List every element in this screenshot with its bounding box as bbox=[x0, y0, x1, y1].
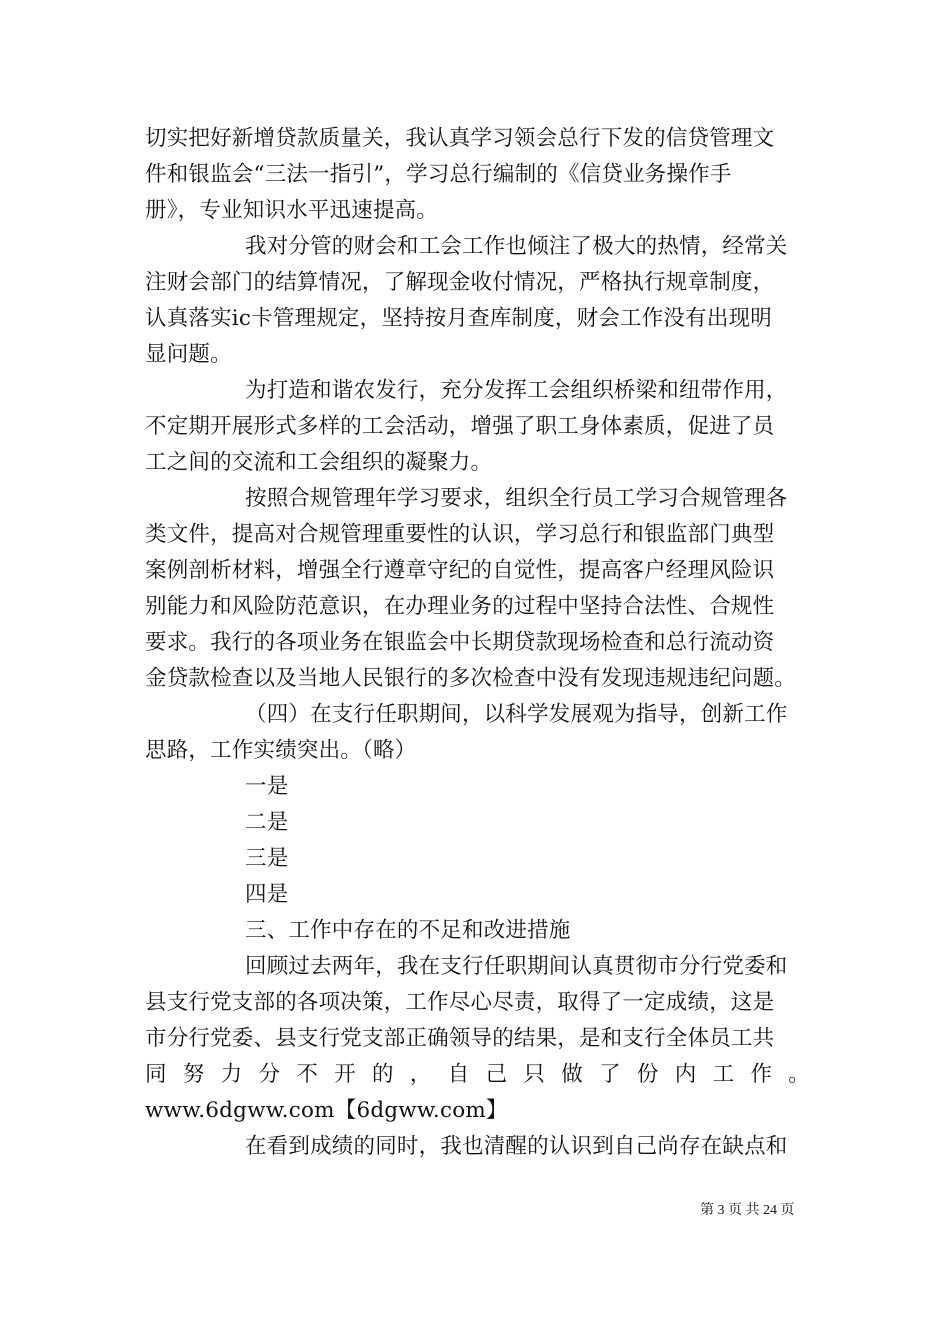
paragraph-line: 册》，专业知识水平迅速提高。 bbox=[145, 198, 439, 223]
paragraph-line: 切实把好新增贷款质量关，我认真学习领会总行下发的信贷管理文 bbox=[145, 126, 775, 151]
paragraph-line: 注财会部门的结算情况，了解现金收付情况，严格执行规章制度， bbox=[145, 270, 775, 295]
paragraph-line: 县支行党支部的各项决策，工作尽心尽责，取得了一定成绩，这是 bbox=[145, 990, 775, 1015]
section-heading: 三、工作中存在的不足和改进措施 bbox=[245, 918, 571, 943]
paragraph-line: 别能力和风险防范意识，在办理业务的过程中坚持合法性、合规性 bbox=[145, 594, 775, 619]
paragraph-line: 件和银监会“三法一指引”，学习总行编制的《信贷业务操作手 bbox=[145, 162, 732, 187]
list-item: 一是 bbox=[245, 774, 289, 799]
list-item: 四是 bbox=[245, 882, 289, 907]
page-number: 第 3 页 共 24 页 bbox=[700, 1203, 795, 1218]
paragraph-line: 为打造和谐农发行，充分发挥工会组织桥梁和纽带作用， bbox=[245, 378, 788, 403]
paragraph-line: 金贷款检查以及当地人民银行的多次检查中没有发现违规违纪问题。 bbox=[145, 666, 797, 691]
paragraph-line: 同努力分不开的，自己只做了份内工作。 bbox=[145, 1062, 810, 1087]
paragraph-line: 我对分管的财会和工会工作也倾注了极大的热情，经常关 bbox=[245, 234, 788, 259]
paragraph-line: 市分行党委、县支行党支部正确领导的结果，是和支行全体员工共 bbox=[145, 1026, 775, 1051]
paragraph-line: 思路，工作实绩突出。（略） bbox=[145, 738, 417, 763]
paragraph-line: 案例剖析材料，增强全行遵章守纪的自觉性，提高客户经理风险识 bbox=[145, 558, 775, 583]
paragraph-line: 类文件，提高对合规管理重要性的认识，学习总行和银监部门典型 bbox=[145, 522, 775, 547]
paragraph-line: （四）在支行任职期间，以科学发展观为指导，创新工作 bbox=[245, 702, 788, 727]
paragraph-line: 按照合规管理年学习要求，组织全行员工学习合规管理各 bbox=[245, 486, 788, 511]
paragraph-line: 认真落实ic卡管理规定，坚持按月查库制度，财会工作没有出现明 bbox=[145, 306, 772, 331]
paragraph-line: 不定期开展形式多样的工会活动，增强了职工身体素质，促进了员 bbox=[145, 414, 775, 439]
paragraph-line: www.6dgww.com【6dgww.com】 bbox=[145, 1098, 508, 1123]
paragraph-line: 在看到成绩的同时，我也清醒的认识到自己尚存在缺点和 bbox=[245, 1134, 788, 1159]
paragraph-line: 工之间的交流和工会组织的凝聚力。 bbox=[145, 450, 493, 475]
list-item: 三是 bbox=[245, 846, 289, 871]
paragraph-line: 要求。我行的各项业务在银监会中长期贷款现场检查和总行流动资 bbox=[145, 630, 775, 655]
paragraph-line: 回顾过去两年，我在支行任职期间认真贯彻市分行党委和 bbox=[245, 954, 788, 979]
list-item: 二是 bbox=[245, 810, 289, 835]
paragraph-line: 显问题。 bbox=[145, 342, 232, 367]
